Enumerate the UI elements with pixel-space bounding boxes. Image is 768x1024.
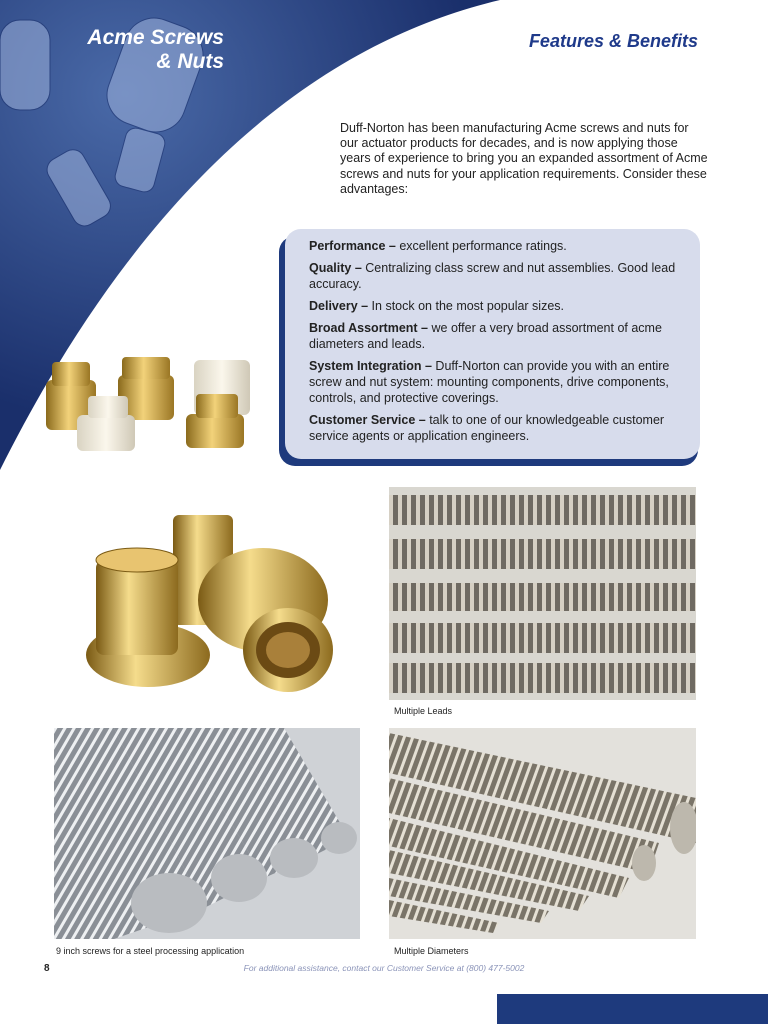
- feature-term: Quality –: [309, 261, 362, 275]
- feature-system-integration: [309, 358, 687, 406]
- feature-term: System Integration –: [309, 359, 432, 373]
- page-title-line2: & Nuts: [156, 50, 224, 73]
- feature-customer-service: [309, 412, 687, 444]
- feature-term: Performance –: [309, 239, 396, 253]
- feature-term: Broad Assortment –: [309, 321, 429, 335]
- caption-multiple-leads: Multiple Leads: [394, 706, 453, 716]
- section-title: Features & Benefits: [528, 31, 698, 51]
- steel-processing-screws-image: [54, 728, 360, 939]
- caption-multiple-diameters: Multiple Diameters: [394, 946, 469, 956]
- feature-delivery: [309, 298, 687, 314]
- feature-term: Customer Service –: [309, 413, 426, 427]
- feature-text: Duff-Norton can provide you with an entire screw and nut system: mounting components, drive components, controls, and protective coverings.: [309, 359, 670, 405]
- page-number: 8: [44, 963, 50, 974]
- caption-steel-processing: 9 inch screws for a steel processing application: [56, 946, 245, 956]
- feature-term: Delivery –: [309, 299, 369, 313]
- feature-text: talk to one of our knowledgeable customer service agents or application engineers.: [309, 413, 665, 443]
- feature-text: excellent performance ratings.: [395, 239, 567, 253]
- features-list: [309, 238, 687, 450]
- footer-contact-text: For additional assistance, contact our Customer Service at (800) 477-5002: [243, 963, 525, 973]
- feature-broad-assortment: [309, 320, 687, 352]
- feature-text: In stock on the most popular sizes.: [368, 299, 565, 313]
- multiple-diameters-image: [389, 728, 696, 939]
- footer-navy-bar: [497, 994, 768, 1024]
- feature-text: Centralizing class screw and nut assemblies. Good lead accuracy.: [309, 261, 676, 291]
- page-title: [40, 26, 224, 74]
- feature-quality: [309, 260, 687, 292]
- page-title-line1: Acme Screws: [87, 26, 224, 49]
- feature-text: we offer a very broad assortment of acme diameters and leads.: [309, 321, 662, 351]
- intro-paragraph: Duff-Norton has been manufacturing Acme screws and nuts for our actuator products for decades, and is now applying those years of experience to bring you an expanded assortment of Acme screws and nuts for your application requirements. Consider these advantages:: [340, 121, 708, 196]
- feature-performance: [309, 238, 687, 254]
- multiple-leads-image: [389, 487, 696, 700]
- brass-flange-nuts-image: [78, 510, 338, 710]
